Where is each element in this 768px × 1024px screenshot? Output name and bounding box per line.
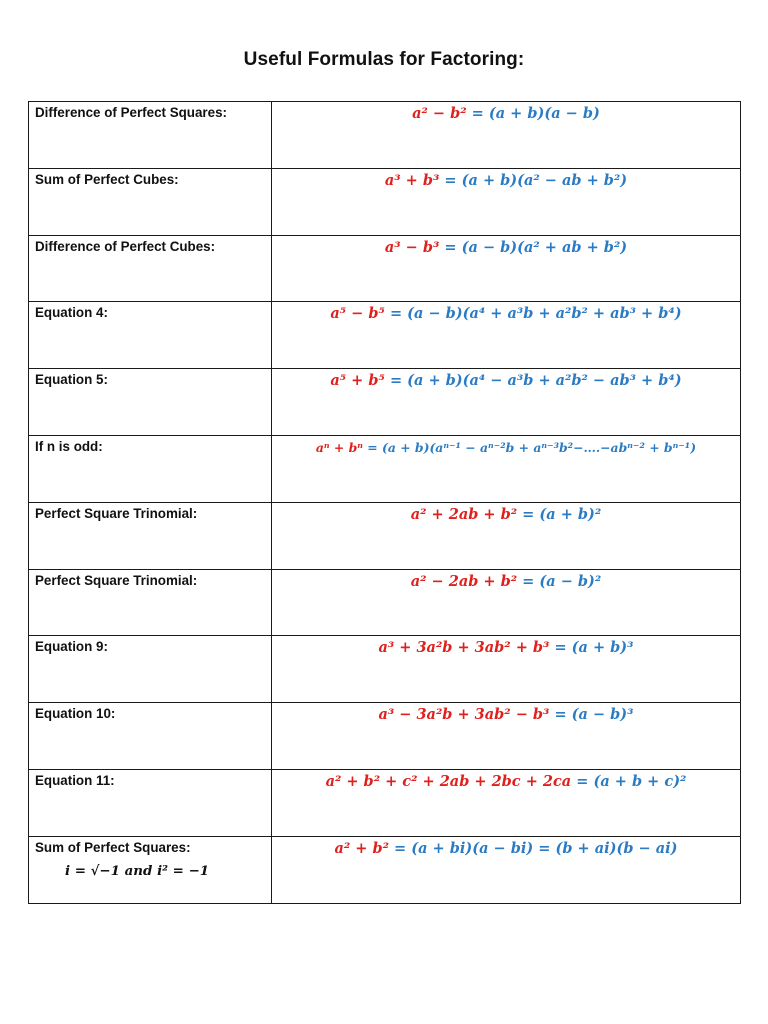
table-row [29, 636, 741, 703]
row-label: Sum of Perfect Squares: [35, 839, 191, 855]
table-row [29, 836, 741, 903]
row-formula [272, 703, 741, 770]
formula-lhs: a⁵ − b⁵ [330, 305, 385, 323]
equals-sign: = [389, 305, 403, 323]
formula-lhs: aⁿ + bⁿ [315, 439, 363, 455]
equals-sign: = [444, 238, 457, 256]
formula-lhs: a³ − b³ [384, 238, 440, 256]
table-row [29, 703, 741, 770]
equals-sign: = [444, 171, 457, 189]
table-row [29, 435, 741, 502]
formula-rhs: (a − b)(a² + ab + b²) [461, 238, 628, 256]
formula-rhs: (a + b + c)² [593, 772, 687, 790]
formula-lhs: a² + 2ab + b² [410, 505, 518, 523]
row-formula [272, 636, 741, 703]
row-label-cell [29, 836, 272, 903]
row-label: Difference of Perfect Squares: [29, 102, 272, 169]
equals-sign: = [576, 772, 589, 790]
formula-table [28, 101, 741, 904]
formula-lhs: a³ − 3a²b + 3ab² − b³ [378, 706, 550, 724]
table-row [29, 569, 741, 636]
formula-rhs: (a − b)(a⁴ + a³b + a²b² + ab³ + b⁴) [407, 305, 682, 323]
equals-sign: = [367, 439, 378, 455]
row-formula [272, 369, 741, 436]
row-label: If n is odd: [29, 435, 272, 502]
equals-sign: = [389, 372, 403, 390]
row-label: Equation 11: [29, 769, 272, 836]
row-formula [272, 769, 741, 836]
formula-rhs: (a + b)(aⁿ⁻¹ − aⁿ⁻²b + aⁿ⁻³b²−….−abⁿ⁻² + bⁿ⁻¹) [382, 439, 697, 455]
formula-lhs: a² + b² + c² + 2ab + 2bc + 2ca [325, 772, 572, 790]
table-row [29, 102, 741, 169]
equals-sign: = [522, 505, 535, 523]
formula-rhs: (a + b)² [539, 505, 602, 523]
equals-sign: = [522, 572, 535, 590]
row-label: Difference of Perfect Cubes: [29, 235, 272, 302]
formula-rhs: (a + bi)(a − bi) = (b + ai)(b − ai) [411, 839, 678, 857]
row-formula [272, 502, 741, 569]
row-formula [272, 168, 741, 235]
equals-sign: = [554, 639, 567, 657]
row-label: Sum of Perfect Cubes: [29, 168, 272, 235]
table-row [29, 168, 741, 235]
row-formula [272, 302, 741, 369]
formula-lhs: a² − b² [412, 105, 467, 122]
formula-rhs: (a + b)(a − b) [488, 105, 600, 122]
table-row [29, 369, 741, 436]
table-row [29, 302, 741, 369]
row-formula [272, 235, 741, 302]
row-formula [272, 836, 741, 903]
imaginary-unit-note: i = √−1 and i² = −1 [65, 862, 210, 879]
table-row [29, 235, 741, 302]
formula-lhs: a² − 2ab + b² [410, 572, 518, 590]
row-label: Equation 9: [29, 636, 272, 703]
row-label: Equation 10: [29, 703, 272, 770]
table-row [29, 502, 741, 569]
row-formula [272, 569, 741, 636]
formula-rhs: (a − b)² [539, 572, 602, 590]
table-row [29, 769, 741, 836]
formula-lhs: a³ + b³ [384, 171, 440, 189]
formula-lhs: a² + b² [334, 839, 389, 857]
formula-lhs: a⁵ + b⁵ [330, 372, 385, 390]
formula-rhs: (a − b)³ [571, 706, 634, 724]
row-formula [272, 435, 741, 502]
row-label: Perfect Square Trinomial: [29, 569, 272, 636]
row-label: Equation 5: [29, 369, 272, 436]
formula-rhs: (a + b)(a² − ab + b²) [461, 171, 628, 189]
formula-lhs: a³ + 3a²b + 3ab² + b³ [378, 639, 550, 657]
formula-rhs: (a + b)(a⁴ − a³b + a²b² − ab³ + b⁴) [407, 372, 682, 390]
row-label: Perfect Square Trinomial: [29, 502, 272, 569]
row-label: Equation 4: [29, 302, 272, 369]
formula-rhs: (a + b)³ [571, 639, 634, 657]
equals-sign: = [471, 105, 484, 122]
row-formula [272, 102, 741, 169]
equals-sign: = [394, 839, 407, 857]
equals-sign: = [554, 706, 567, 724]
page-title: Useful Formulas for Factoring: [243, 49, 525, 70]
